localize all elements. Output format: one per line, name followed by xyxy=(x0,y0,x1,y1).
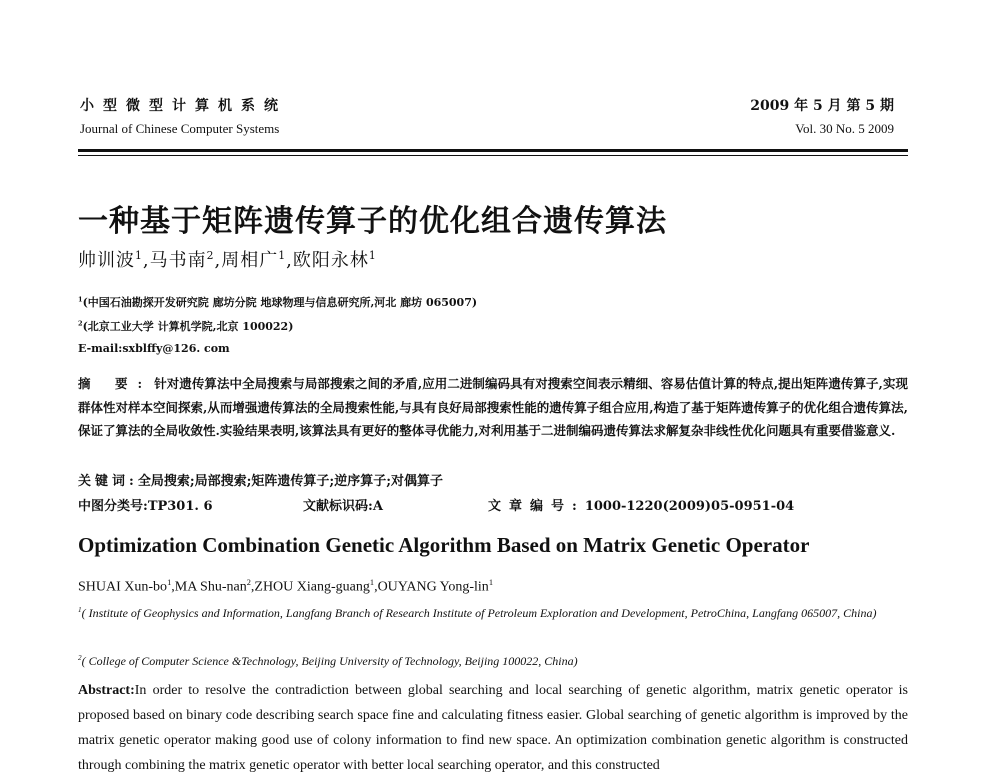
document-code xyxy=(303,495,383,514)
affiliation-mark: 2 xyxy=(78,319,83,328)
art-label: 文章编号: xyxy=(488,499,585,514)
keywords-text: 全局搜索;局部搜索;矩阵遗传算子;逆序算子;对偶算子 xyxy=(137,474,444,489)
affiliation-en-2 xyxy=(78,646,908,673)
abstract-cn-label: 摘 要: xyxy=(78,376,153,391)
author-name: 周相广 xyxy=(221,250,279,271)
affiliation-cn-1 xyxy=(78,294,477,310)
journal-title-en: Journal of Chinese Computer Systems xyxy=(80,121,280,136)
journal-title-cn: 小型微型计算机系统 xyxy=(80,98,287,114)
author-list-en xyxy=(78,578,493,596)
author-name: OUYANG Yong-lin xyxy=(377,579,489,595)
author-affil-mark: 1 xyxy=(488,578,493,587)
paper-title-en: Optimization Combination Genetic Algorithm Based on Matrix Genetic Operator xyxy=(78,533,810,557)
affiliation-mark: 2 xyxy=(78,654,82,662)
author-name: 马书南 xyxy=(149,250,207,271)
author-name: ZHOU Xiang-guang xyxy=(254,579,370,595)
email-address: E-mail:sxblffy@126. com xyxy=(78,342,230,355)
affiliation-text: ( College of Computer Science &Technology, Beijing University of Technology, Beijing 100022, China) xyxy=(81,654,578,668)
header-rule-thick xyxy=(78,149,908,152)
doc-value: A xyxy=(372,499,383,514)
volume-number: Vol. 30 No. 5 2009 xyxy=(795,121,894,136)
author-separator: , xyxy=(250,579,255,595)
abstract-cn-text: 针对遗传算法中全局搜索与局部搜索之间的矛盾,应用二进制编码具有对搜索空间表示精细、容易估值计算的特点,提出矩阵遗传算子,实现群体性对样本空间探索,从而增强遗传算法的全局搜索性能,与具有良好局部搜索性能的遗传算子组合应用,构造了基于矩阵遗传算子的优化组合遗传算法,保证了算法的全局收敛性.实验结果表明,该算法具有更好的整体寻优能力,对利用基于二进制编码遗传算法求解复杂非线性优化问题具有重要借鉴意义. xyxy=(78,376,909,438)
author-affil-mark: 1 xyxy=(135,249,143,262)
author-separator: , xyxy=(142,250,150,271)
author-separator: , xyxy=(286,250,293,271)
issue-date: 2009 年 5 月 第 5 期 xyxy=(750,98,894,114)
author-separator: , xyxy=(214,250,222,271)
doc-label: 文献标识码: xyxy=(303,499,373,514)
affiliation-text: (中国石油勘探开发研究院 廊坊分院 地球物理与信息研究所,河北 廊坊 065007) xyxy=(82,296,478,309)
author-affil-mark: 1 xyxy=(368,249,377,262)
author-affil-mark: 1 xyxy=(278,249,287,262)
affiliation-text: (北京工业大学 计算机学院,北京 100022) xyxy=(82,320,294,333)
author-separator: , xyxy=(374,579,378,595)
author-affil-mark: 2 xyxy=(246,578,251,587)
classification-number xyxy=(78,495,213,514)
affiliation-text: ( Institute of Geophysics and Information, Langfang Branch of Research Institute of Petroleum Exploration and Development, PetroChina, Langfang 065007, China) xyxy=(81,606,877,620)
author-name: SHUAI Xun-bo xyxy=(78,579,168,595)
author-affil-mark: 1 xyxy=(369,578,375,587)
affiliation-mark: 1 xyxy=(78,295,83,304)
article-number xyxy=(488,495,794,514)
author-name: 帅训波 xyxy=(78,250,135,271)
art-value: 1000-1220(2009)05-0951-04 xyxy=(584,499,795,514)
cls-value: TP301. 6 xyxy=(147,499,213,514)
affiliation-cn-2 xyxy=(78,318,293,334)
cls-label: 中图分类号: xyxy=(78,499,148,514)
author-list-cn xyxy=(78,246,377,272)
affiliation-mark: 1 xyxy=(78,606,82,614)
keywords-label: 关键词: xyxy=(78,474,138,489)
abstract-en-text: In order to resolve the contradiction between global searching and local searching of genetic algorithm, matrix genetic operator is proposed based on binary code describing search space fine and calculating fitness easier. Global searching of genetic algorithm is improved by the matrix genetic operator making good use of colony information to find new space. An optimization combination genetic algorithm is constructed through combining the matrix genetic operator with better local searching operator, and this constructed xyxy=(78,683,908,773)
author-name: MA Shu-nan xyxy=(174,579,247,595)
author-affil-mark: 1 xyxy=(167,578,172,587)
affiliation-en-1 xyxy=(78,598,908,625)
abstract-cn xyxy=(78,372,908,443)
keywords-cn xyxy=(78,470,443,489)
author-affil-mark: 2 xyxy=(206,249,215,262)
abstract-en-label: Abstract: xyxy=(78,683,135,698)
header-rule-thin xyxy=(78,155,908,156)
abstract-en xyxy=(78,678,908,778)
author-separator: , xyxy=(171,579,175,595)
paper-title-cn: 一种基于矩阵遗传算子的优化组合遗传算法 xyxy=(78,204,667,239)
author-name: 欧阳永林 xyxy=(292,250,369,271)
